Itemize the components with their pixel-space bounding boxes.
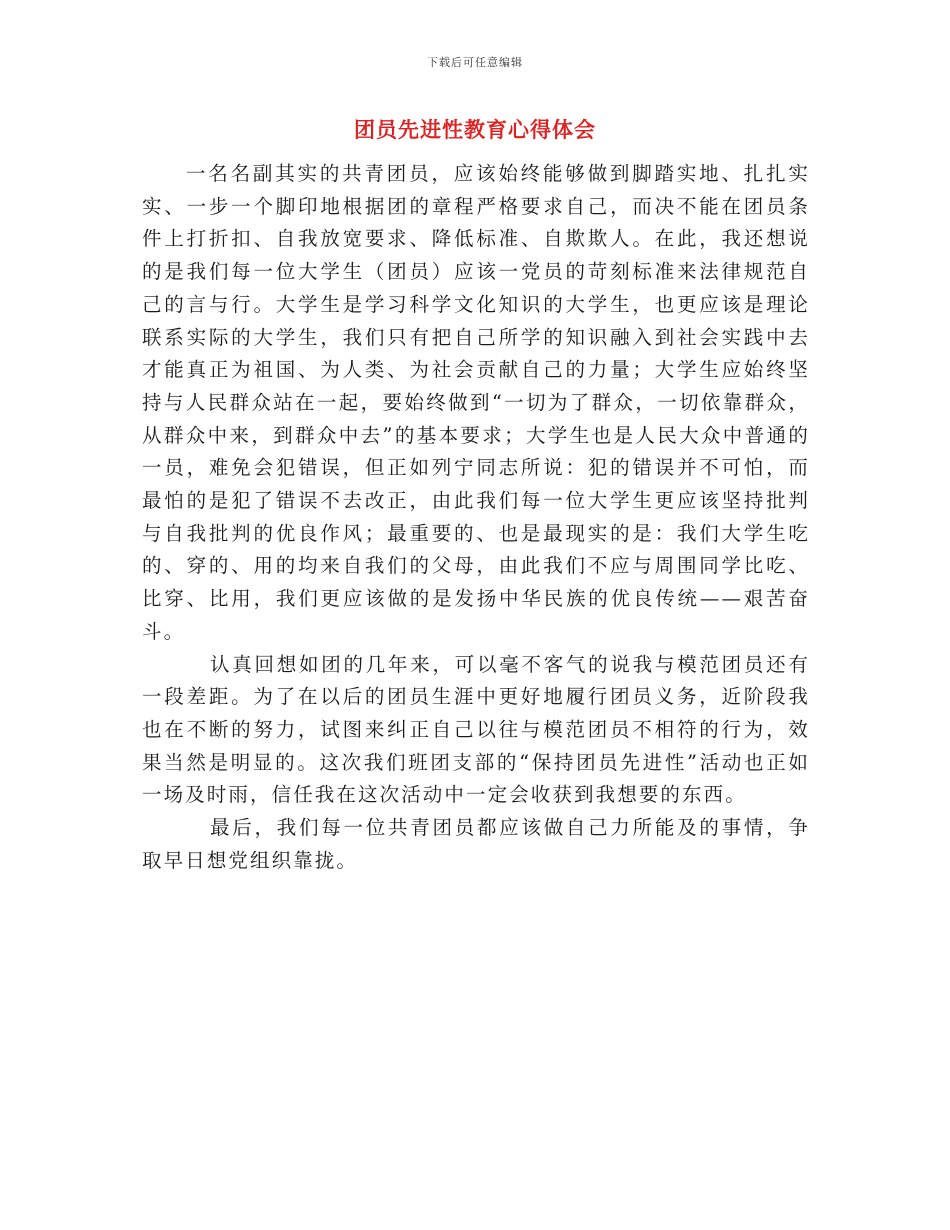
- header-note: 下载后可任意编辑: [427, 56, 523, 69]
- document-title: 团员先进性教育心得体会: [354, 118, 596, 142]
- paragraph-1: 一名名副其实的共青团员，应该始终能够做到脚踏实地、扎扎实实、一步一个脚印地根据团的章程严格要求自己，而决不能在团员条件上打折扣、自我放宽要求、降低标准、自欺欺人。在此，我还想说的是我们每一位大学生（团员）应该一党员的苛刻标准来法律规范自己的言与行。大学生是学习科学文化知识的大学生，也更应该是理论联系实际的大学生，我们只有把自己所学的知识融入到社会实践中去才能真正为祖国、为人类、为社会贡献自己的力量；大学生应始终坚持与人民群众站在一起，要始终做到“一切为了群众，一切依靠群众，从群众中来，到群众中去”的基本要求；大学生也是人民大众中普通的一员，难免会犯错误，但正如列宁同志所说：犯的错误并不可怕，而最怕的是犯了错误不去改正，由此我们每一位大学生更应该坚持批判与自我批判的优良作风；最重要的、也是最现实的是：我们大学生吃的、穿的、用的均来自我们的父母，由此我们不应与周围同学比吃、比穿、比用，我们更应该做的是发扬中华民族的优良传统——艰苦奋斗。: [142, 162, 810, 643]
- paragraph-3: 最后，我们每一位共青团员都应该做自己力所能及的事情，争取早日想党组织靠拢。: [142, 816, 810, 872]
- paragraph-2: 认真回想如团的几年来，可以毫不客气的说我与模范团员还有一段差距。为了在以后的团员生涯中更好地履行团员义务，近阶段我也在不断的努力，试图来纠正自己以往与模范团员不相符的行为，效果当然是明显的。这次我们班团支部的“保持团员先进性”活动也正如一场及时雨，信任我在这次活动中一定会收获到我想要的东西。: [142, 652, 810, 807]
- document-body: [142, 158, 810, 877]
